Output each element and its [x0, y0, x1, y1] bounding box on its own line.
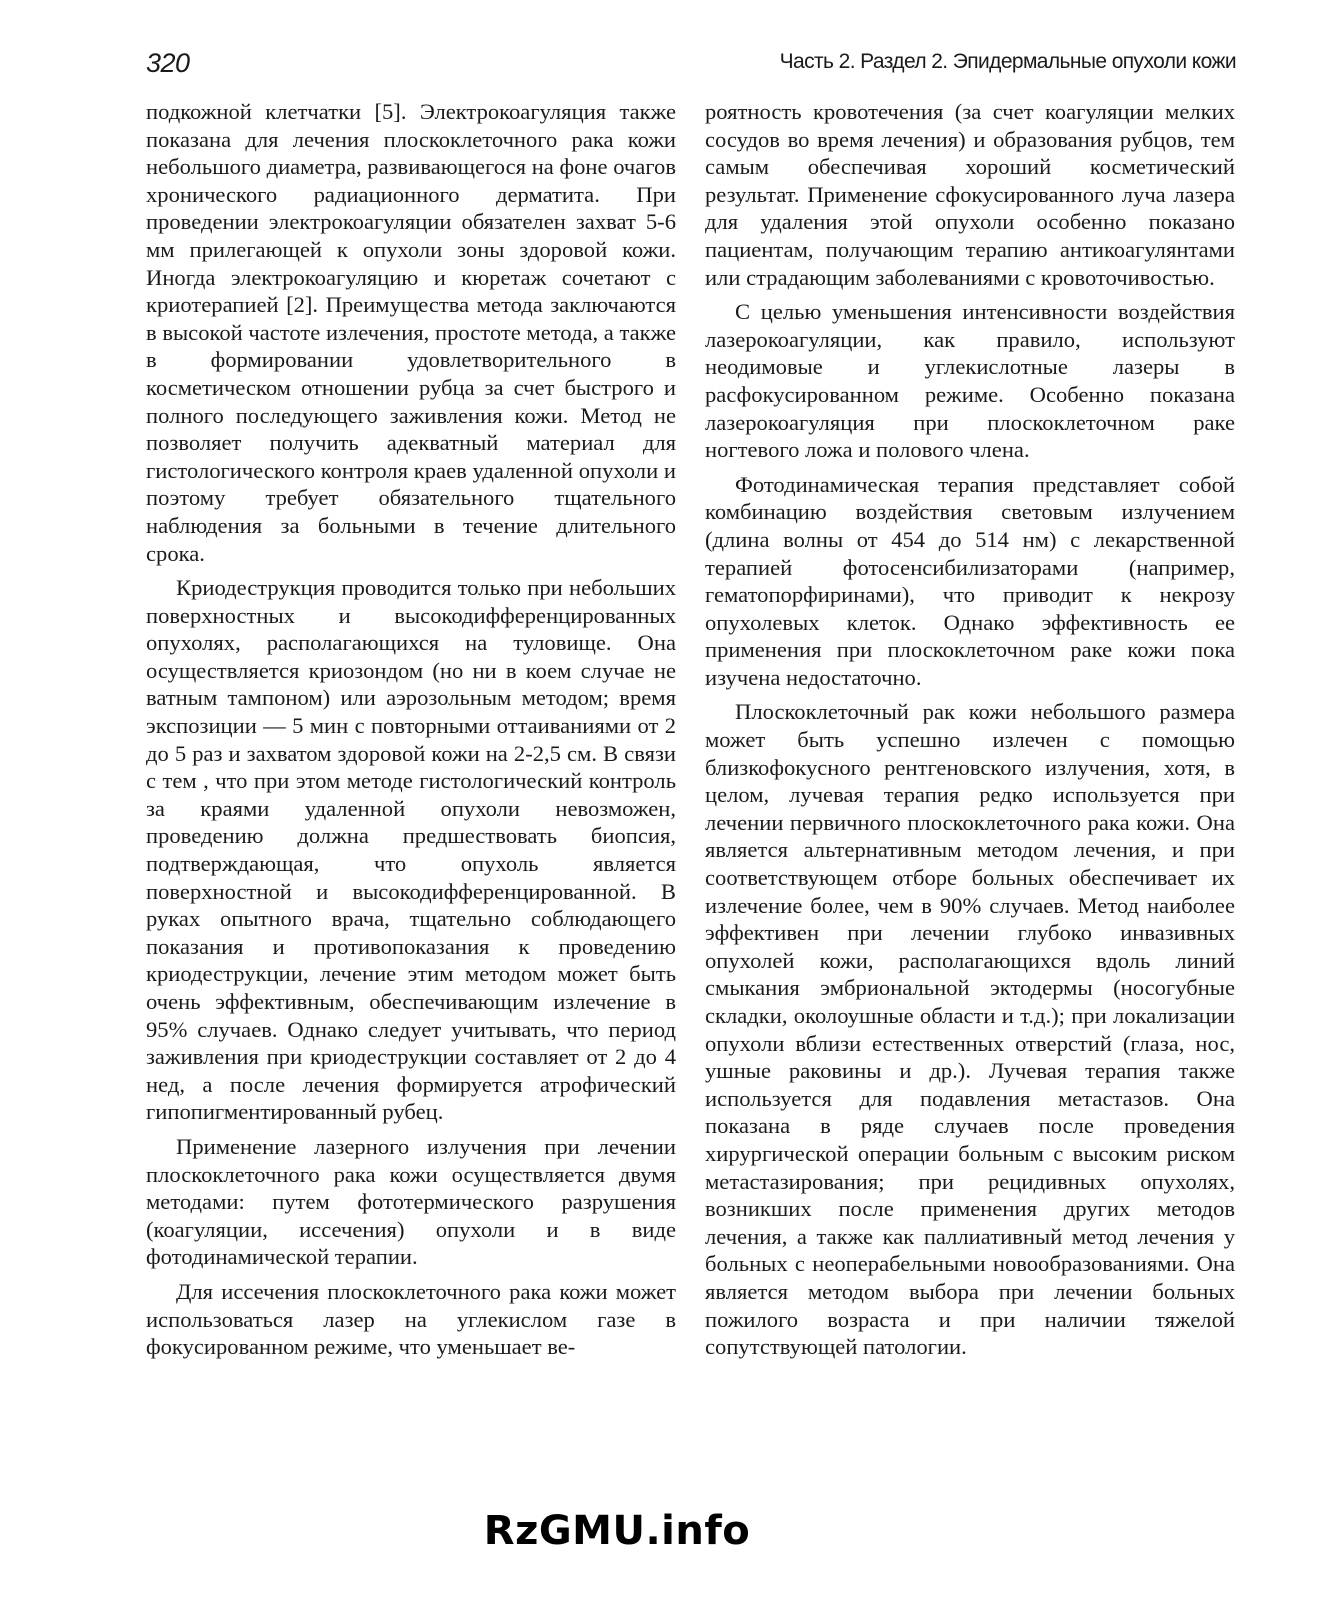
watermark: RzGMU.info [483, 1508, 751, 1554]
page-header [146, 44, 1236, 84]
running-head: Часть 2. Раздел 2. Эпидермальные опухоли кожи [779, 50, 1236, 73]
page-number: 320 [146, 48, 190, 78]
right-column [705, 98, 1235, 1368]
paragraph-laser-excision: Для иссечения плоскоклеточного рака кожи может использоваться лазер на углекислом газе в фокусированном режиме, что уменьшает ве- [146, 1278, 676, 1360]
paragraph-photodynamic-therapy: Фотодинамическая терапия представляет собой комбинацию воздействия световым излучением (длина волны от 454 до 514 нм) с лекарственной терапией фотосенсибилизаторами (например, гематопорфиринами), что приводит к некрозу опухолевых клеток. Однако эффективность ее применения при плоскоклеточном раке кожи пока изучена недостаточно. [705, 471, 1235, 690]
paragraph-radiation-therapy: Плоскоклеточный рак кожи небольшого размера может быть успешно излечен с помощью близкофокусного рентгеновского излучения, хотя, в целом, лучевая терапия редко используется при лечении первичного плоскоклеточного рака кожи. Она является альтернативным методом лечения, и при соответствующем отборе больных обеспечивает их излечение более, чем в 90% случаев. Метод наиболее эффективен при лечении глубоко инвазивных опухолей кожи, располагающихся вдоль линий смыкания эмбриональной эктодермы (носогубные складки, околоушные области и т.д.); при локализации опухоли вблизи естественных отверстий (глаза, нос, ушные раковины и др.). Лучевая терапия также используется для подавления метастазов. Она показана в ряде случаев после проведения хирургической операции больным с высоким риском метастазирования; при рецидивных опухолях, возникших после применения других методов лечения, а также как паллиативный метод лечения у больных с неоперабельными новообразованиями. Она является методом выбора при лечении больных пожилого возраста и при наличии тяжелой сопутствующей патологии. [705, 699, 1235, 1360]
paragraph-cryodestruction: Криодеструкция проводится только при небольших поверхностных и высокодифференцированных опухолях, располагающихся на туловище. Она осуществляется криозондом (но ни в коем случае не ватным тампоном) или аэрозольным методом; время экспозиции — 5 мин с повторными оттаиваниями от 2 до 5 раз и захватом здоровой кожи на 2-2,5 см. В связи с тем , что при этом методе гистологический контроль за краями удаленной опухоли невозможен, проведению должна предшествовать биопсия, подтверждающая, что опухоль является поверхностной и высокодифференцированной. В руках опытного врача, тщательно соблюдающего показания и противопоказания к проведению криодеструкции, лечение этим методом может быть очень эффективным, обеспечивающим излечение в 95% случаев. Однако следует учитывать, что период заживления при криодеструкции составляет от 2 до 4 нед, а после лечения формируется атрофический гипопигментированный рубец. [146, 575, 676, 1125]
paragraph-laser-methods: Применение лазерного излучения при лечении плоскоклеточного рака кожи осуществляется двумя методами: путем фототермического разрушения (коагуляции, иссечения) опухоли и в виде фотодинамической терапии. [146, 1133, 676, 1270]
paragraph-laser-coagulation: С целью уменьшения интенсивности воздействия лазерокоагуляции, как правило, используют неодимовые и углекислотные лазеры в расфокусированном режиме. Особенно показана лазерокоагуляция при плоскоклеточном раке ногтевого ложа и полового члена. [705, 299, 1235, 463]
paragraph-laser-excision-continued: роятность кровотечения (за счет коагуляции мелких сосудов во время лечения) и образования рубцов, тем самым обеспечивая хороший косметический результат. Применение сфокусированного луча лазера для удаления этой опухоли особенно показано пациентам, получающим терапию антикоагулянтами или страдающим заболеваниями с кровоточивостью. [705, 99, 1235, 290]
left-column [146, 98, 676, 1368]
paragraph-electrocoagulation-continued: подкожной клетчатки [5]. Электрокоагуляция также показана для лечения плоскоклеточного рака кожи небольшого диаметра, развивающегося на фоне очагов хронического радиационного дерматита. При проведении электрокоагуляции обязателен захват 5-6 мм прилегающей к опухоли зоны здоровой кожи. Иногда электрокоагуляцию и кюретаж сочетают с криотерапией [2]. Преимущества метода заключаются в высокой частоте излечения, простоте метода, а также в формировании удовлетворительного в косметическом отношении рубца за счет быстрого и полного последующего заживления кожи. Метод не позволяет получить адекватный материал для гистологического контроля краев удаленной опухоли и поэтому требует обязательного тщательного наблюдения за больными в течение длительного срока. [146, 99, 676, 566]
